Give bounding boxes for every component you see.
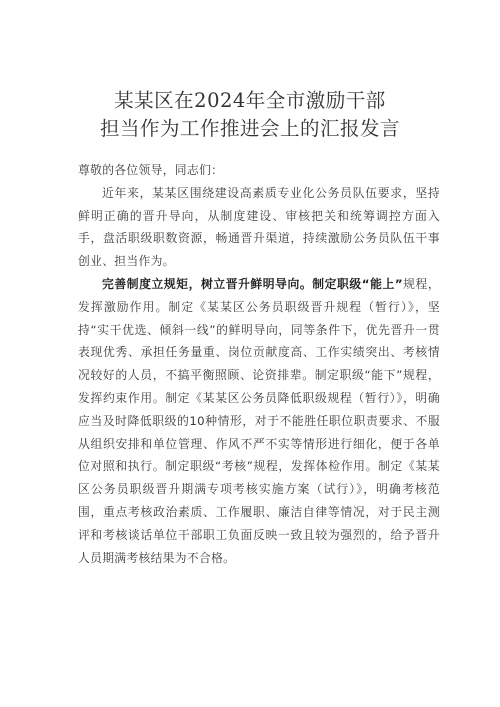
paragraph-body: 规程，发挥激励作用。制定《某某区公务员职级晋升规程（暂行）》，坚持“实干优选、倾斜一线”的鲜明导向，同等条件下，优先晋升一贯表现优秀、承担任务量重、岗位贡献度高、工作实绩突出、考核情况较好的人员，不搞平衡照顾、论资排辈。制定职级“能下”规程，发挥约束作用。制定《某某区公务员降低职级规程（暂行）》，明确应当及时降低职级的10种情形，对于不能胜任职位职责要求、不服从组织安排和单位管理、作风不严不实等情形进行细化，便于各单位对照和执行。制定职级“考核”规程，发挥体检作用。制定《某某区公务员职级晋升期满专项考核实施方案（试行）》，明确考核范围，重点考核政治素质、工作履职、廉洁自律等情况，对于民主测评和考核谈话单位干部职工负面反映一致且较为强烈的，给予晋升人员期满考核结果为不合格。 — [78, 276, 440, 565]
document-body — [78, 159, 440, 569]
salutation: 尊敬的各位领导，同志们： — [78, 163, 224, 177]
paragraph-system-building — [78, 273, 440, 569]
paragraph-intro: 近年来，某某区围绕建设高素质专业化公务员队伍要求，坚持鲜明正确的晋升导向，从制度建设、审核把关和统筹调控方面入手，盘活职级职数资源，畅通晋升渠道，持续激励公务员队伍干事创业、担当作为。 — [78, 185, 440, 269]
document-title-line-2: 担当作为工作推进会上的汇报发言 — [99, 117, 400, 140]
paragraph-lead-heading: 完善制度立规矩，树立晋升鲜明导向。制定职级“能上” — [102, 276, 403, 291]
document-title-line-1: 某某区在2024年全市激励干部 — [114, 89, 386, 112]
